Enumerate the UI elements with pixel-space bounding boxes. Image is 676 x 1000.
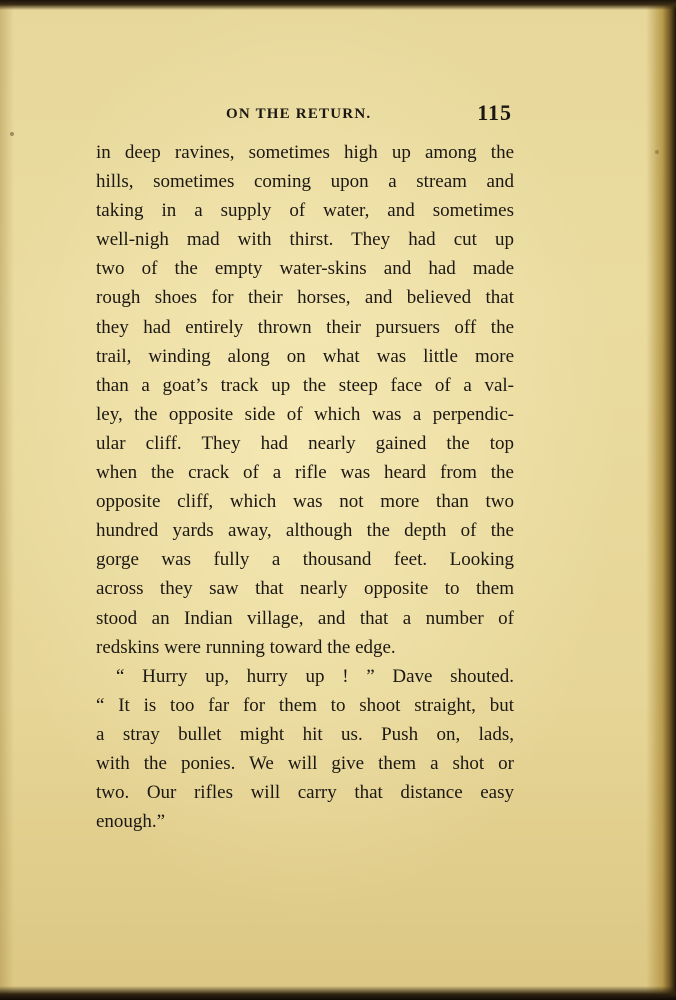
text-line: gorge was fully a thousand feet. Looking	[96, 549, 514, 571]
text-line: hills, sometimes coming upon a stream and	[96, 171, 514, 193]
text-line: enough.”	[96, 811, 166, 833]
text-line: with the ponies. We will give them a shot or	[96, 752, 514, 774]
running-head: ON THE RETURN.	[226, 106, 372, 122]
page-edge-shading	[646, 0, 676, 1000]
text-line: across they saw that nearly opposite to them	[96, 578, 514, 600]
top-edge-shadow	[0, 0, 676, 10]
text-line: “ Hurry up, hurry up ! ” Dave shouted.	[116, 665, 514, 687]
text-line: when the crack of a rifle was heard from the	[96, 462, 514, 484]
paper-speck	[10, 132, 14, 136]
text-line: they had entirely thrown their pursuers off the	[96, 316, 514, 338]
page-header	[96, 100, 514, 130]
page-gutter-shading	[0, 0, 14, 1000]
paragraph	[96, 138, 514, 662]
text-line: stood an Indian village, and that a number of	[96, 607, 514, 629]
text-line: trail, winding along on what was little more	[96, 345, 514, 367]
text-line: well-nigh mad with thirst. They had cut up	[96, 229, 514, 251]
text-line: two. Our rifles will carry that distance easy	[96, 782, 514, 804]
text-line: ley, the opposite side of which was a perpendic-	[96, 403, 514, 425]
text-line: taking in a supply of water, and sometimes	[96, 200, 514, 222]
text-line: ular cliff. They had nearly gained the top	[96, 432, 514, 454]
paragraph	[96, 662, 514, 837]
page-number: 115	[477, 100, 512, 125]
text-line: opposite cliff, which was not more than two	[96, 491, 514, 513]
text-line: in deep ravines, sometimes high up among the	[96, 142, 514, 163]
text-line: a stray bullet might hit us. Push on, lads,	[96, 723, 514, 745]
body-text	[96, 138, 514, 836]
text-line: rough shoes for their horses, and believed that	[96, 287, 514, 309]
text-line: than a goat’s track up the steep face of a val-	[96, 374, 514, 396]
bottom-edge-shadow	[0, 986, 676, 1000]
paper-speck	[655, 150, 659, 154]
text-line: redskins were running toward the edge.	[96, 636, 396, 658]
text-line: “ It is too far for them to shoot straight, but	[96, 694, 514, 716]
text-line: two of the empty water-skins and had made	[96, 258, 514, 280]
text-line: hundred yards away, although the depth of the	[96, 520, 514, 542]
